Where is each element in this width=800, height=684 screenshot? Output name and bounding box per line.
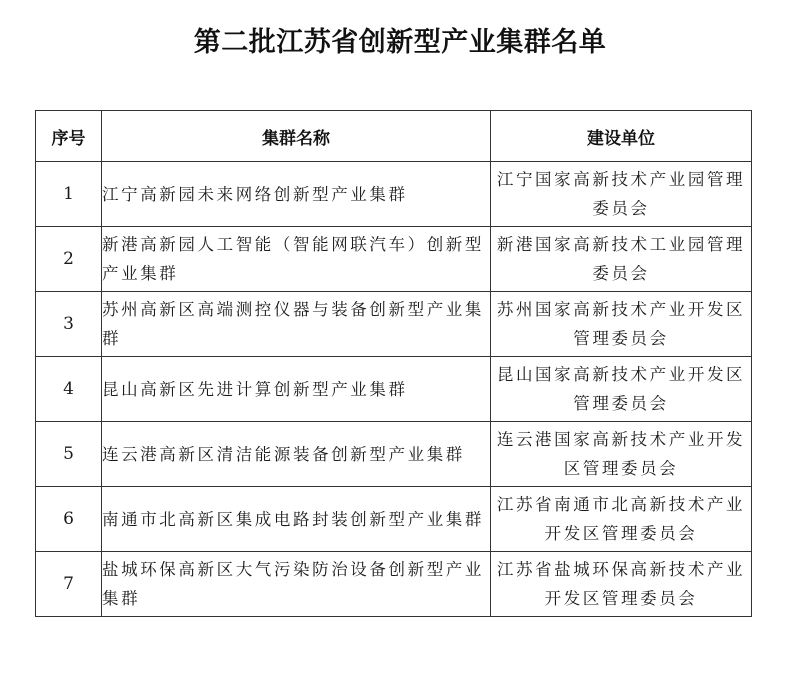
unit-text: 新港国家高新技术工业园管理委员会 bbox=[496, 235, 746, 283]
table-row bbox=[36, 487, 752, 552]
unit-cell bbox=[491, 227, 752, 292]
cluster-name-cell bbox=[102, 422, 491, 487]
cluster-name-text: 昆山高新区先进计算创新型产业集群 bbox=[102, 379, 408, 399]
table-row bbox=[36, 162, 752, 227]
unit-cell bbox=[491, 357, 752, 422]
seq-cell: 5 bbox=[36, 422, 102, 487]
unit-text: 连云港国家高新技术产业开发区管理委员会 bbox=[496, 430, 746, 478]
header-cluster-name: 集群名称 bbox=[102, 111, 491, 162]
cluster-name-text: 南通市北高新区集成电路封装创新型产业集群 bbox=[102, 509, 484, 529]
seq-cell: 6 bbox=[36, 487, 102, 552]
unit-cell bbox=[491, 422, 752, 487]
unit-cell bbox=[491, 552, 752, 617]
cluster-name-cell bbox=[102, 227, 491, 292]
seq-cell: 1 bbox=[36, 162, 102, 227]
table-row bbox=[36, 552, 752, 617]
header-seq: 序号 bbox=[36, 111, 102, 162]
unit-text: 江苏省南通市北高新技术产业开发区管理委员会 bbox=[496, 495, 746, 543]
unit-text: 昆山国家高新技术产业开发区管理委员会 bbox=[496, 365, 746, 413]
unit-cell bbox=[491, 162, 752, 227]
table-row bbox=[36, 227, 752, 292]
cluster-name-cell bbox=[102, 357, 491, 422]
cluster-name-text: 苏州高新区高端测控仪器与装备创新型产业集群 bbox=[102, 300, 484, 348]
seq-cell: 3 bbox=[36, 292, 102, 357]
cluster-name-text: 盐城环保高新区大气污染防治设备创新型产业集群 bbox=[102, 560, 484, 608]
header-unit: 建设单位 bbox=[491, 111, 752, 162]
seq-cell: 7 bbox=[36, 552, 102, 617]
table-row bbox=[36, 292, 752, 357]
cluster-name-cell bbox=[102, 292, 491, 357]
unit-text: 江苏省盐城环保高新技术产业开发区管理委员会 bbox=[496, 560, 746, 608]
cluster-name-cell bbox=[102, 552, 491, 617]
cluster-table bbox=[35, 110, 752, 617]
cluster-name-cell bbox=[102, 487, 491, 552]
seq-cell: 4 bbox=[36, 357, 102, 422]
unit-text: 苏州国家高新技术产业开发区管理委员会 bbox=[496, 300, 746, 348]
cluster-name-text: 连云港高新区清洁能源装备创新型产业集群 bbox=[102, 444, 465, 464]
cluster-name-text: 江宁高新园未来网络创新型产业集群 bbox=[102, 184, 408, 204]
unit-cell bbox=[491, 487, 752, 552]
seq-cell: 2 bbox=[36, 227, 102, 292]
unit-text: 江宁国家高新技术产业园管理委员会 bbox=[496, 170, 746, 218]
cluster-name-text: 新港高新园人工智能（智能网联汽车）创新型产业集群 bbox=[102, 235, 484, 283]
unit-cell bbox=[491, 292, 752, 357]
table-header-row bbox=[36, 111, 752, 162]
table-row bbox=[36, 422, 752, 487]
page-title: 第二批江苏省创新型产业集群名单 bbox=[193, 27, 607, 58]
table-row bbox=[36, 357, 752, 422]
cluster-name-cell bbox=[102, 162, 491, 227]
